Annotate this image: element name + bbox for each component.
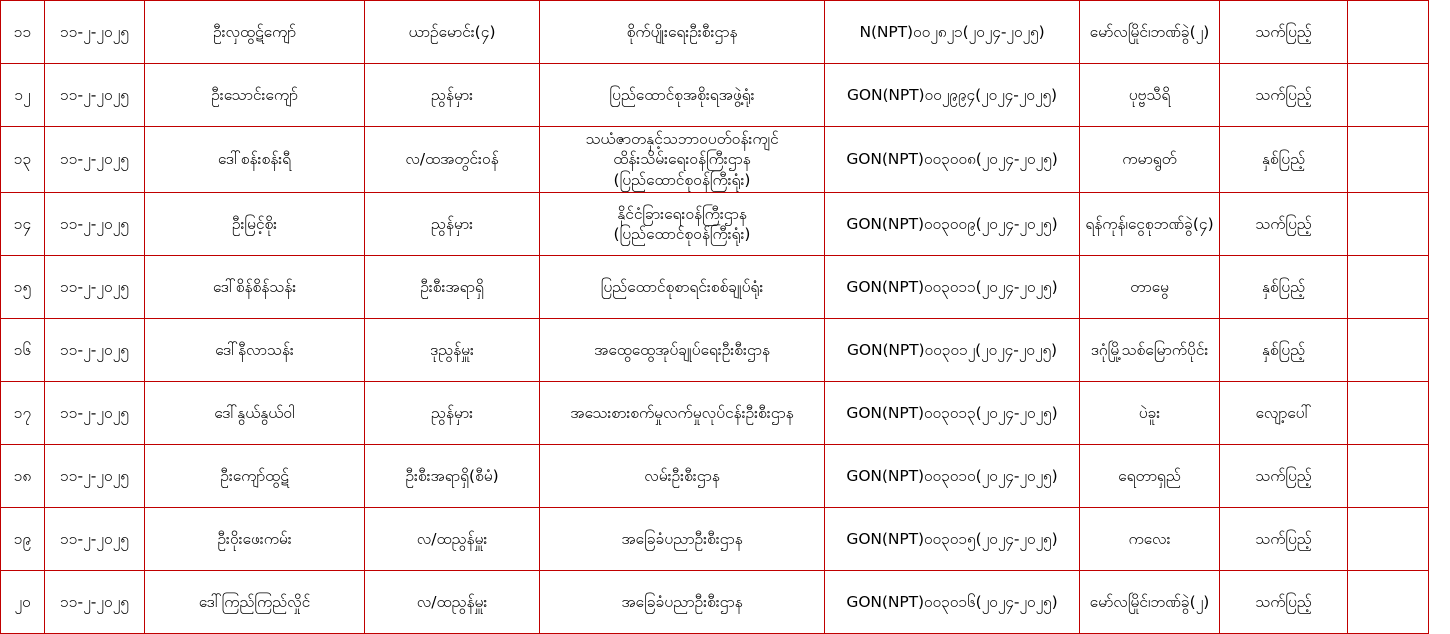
cell-rank: ညွန်မှား bbox=[365, 64, 540, 127]
place-line-1: မော်လမြိုင်၊ bbox=[1089, 593, 1151, 612]
table-row bbox=[1, 508, 1429, 571]
cell-trailing-spacer bbox=[1348, 256, 1429, 319]
cell-trailing-spacer bbox=[1348, 193, 1429, 256]
place-line-1: ရေတာရှည် bbox=[1118, 467, 1181, 486]
place-line-1: မော်လမြိုင်၊ bbox=[1089, 22, 1151, 41]
cell-person-name: ဦးသောင်းကျော် bbox=[145, 64, 365, 127]
cell-place bbox=[1080, 319, 1220, 382]
cell-rank: လ/ထညွန်မှူး bbox=[365, 571, 540, 634]
cell-date: ၁၁-၂-၂၀၂၅ bbox=[45, 445, 145, 508]
table-row bbox=[1, 256, 1429, 319]
cell-person-name: ဒေါ်စန်းစန်းရီ bbox=[145, 127, 365, 193]
cell-reference-number: GON(NPT)၀၀၃၀၁၆(၂၀၂၄-၂၀၂၅) bbox=[825, 571, 1080, 634]
cell-trailing-spacer bbox=[1348, 64, 1429, 127]
place-line-1: ရန်ကုန်၊ငွေစု bbox=[1085, 215, 1154, 234]
place-line-1: ဒဂုံမြို့သစ် bbox=[1090, 341, 1146, 360]
table-row bbox=[1, 382, 1429, 445]
cell-department bbox=[540, 127, 825, 193]
cell-person-name: ဦးမြင့်စိုး bbox=[145, 193, 365, 256]
cell-status: နှစ်ပြည့် bbox=[1220, 256, 1348, 319]
cell-place bbox=[1080, 256, 1220, 319]
cell-person-name: ဒေါ်နွယ်နွယ်ဝါ bbox=[145, 382, 365, 445]
place-line-1: ပုဗ္ဗသီရိ bbox=[1128, 85, 1171, 104]
cell-serial-number: ၁၉ bbox=[1, 508, 45, 571]
cell-rank: ယာဉ်မောင်း(၄) bbox=[365, 1, 540, 64]
table-row bbox=[1, 319, 1429, 382]
cell-date: ၁၁-၂-၂၀၂၅ bbox=[45, 382, 145, 445]
cell-department bbox=[540, 571, 825, 634]
cell-serial-number: ၁၅ bbox=[1, 256, 45, 319]
place-line-2: ဘဏ်ခွဲ(၄) bbox=[1153, 215, 1214, 234]
cell-trailing-spacer bbox=[1348, 508, 1429, 571]
cell-serial-number: ၁၆ bbox=[1, 319, 45, 382]
cell-place bbox=[1080, 508, 1220, 571]
place-line-2: ဘဏ်ခွဲ(၂) bbox=[1150, 22, 1210, 41]
cell-rank: ညွန်မှား bbox=[365, 193, 540, 256]
cell-place bbox=[1080, 445, 1220, 508]
cell-reference-number: GON(NPT)၀၀၃၀၁၁(၂၀၂၄-၂၀၂၅) bbox=[825, 256, 1080, 319]
cell-department bbox=[540, 319, 825, 382]
department-line-1: လမ်းဦးစီးဌာန bbox=[644, 467, 720, 486]
cell-serial-number: ၁၈ bbox=[1, 445, 45, 508]
place-line-1: ကမာရွတ် bbox=[1122, 150, 1177, 169]
place-line-1: ကလေး bbox=[1128, 530, 1171, 549]
cell-trailing-spacer bbox=[1348, 1, 1429, 64]
cell-person-name: ဦးလှထွဋ်ကျော် bbox=[145, 1, 365, 64]
cell-reference-number: GON(NPT)၀၀၃၀၁၂(၂၀၂၄-၂၀၂၅) bbox=[825, 319, 1080, 382]
cell-status: သက်ပြည့် bbox=[1220, 508, 1348, 571]
cell-person-name: ဦးကျော်ထွဋ် bbox=[145, 445, 365, 508]
department-line-3: (ပြည်ထောင်စုဝန်ကြီးရုံး) bbox=[613, 170, 751, 189]
cell-status: နှစ်ပြည့် bbox=[1220, 127, 1348, 193]
cell-serial-number: ၁၇ bbox=[1, 382, 45, 445]
cell-reference-number: GON(NPT)၀၀၃၀၁၀(၂၀၂၄-၂၀၂၅) bbox=[825, 445, 1080, 508]
cell-status: လျော့ပေါ် bbox=[1220, 382, 1348, 445]
cell-rank: လ/ထညွန်မှူး bbox=[365, 508, 540, 571]
cell-department bbox=[540, 508, 825, 571]
department-line-1: အသေးစားစက်မှုလက်မှုလုပ်ငန်းဦးစီးဌာန bbox=[570, 404, 794, 423]
cell-trailing-spacer bbox=[1348, 382, 1429, 445]
cell-date: ၁၁-၂-၂၀၂၅ bbox=[45, 193, 145, 256]
cell-date: ၁၁-၂-၂၀၂၅ bbox=[45, 319, 145, 382]
cell-department bbox=[540, 193, 825, 256]
department-line-1: ပြည်ထောင်စုအစိုးရအဖွဲ့ရုံး bbox=[609, 85, 755, 104]
cell-date: ၁၁-၂-၂၀၂၅ bbox=[45, 1, 145, 64]
cell-serial-number: ၁၁ bbox=[1, 1, 45, 64]
cell-serial-number: ၁၃ bbox=[1, 127, 45, 193]
cell-serial-number: ၁၄ bbox=[1, 193, 45, 256]
place-line-2: မြောက်ပိုင်း bbox=[1145, 341, 1209, 360]
cell-reference-number: GON(NPT)၀၀၃၀၀၉(၂၀၂၄-၂၀၂၅) bbox=[825, 193, 1080, 256]
cell-person-name: ဒေါ်စိန်စိန်သန်း bbox=[145, 256, 365, 319]
table-body bbox=[1, 1, 1429, 634]
cell-department bbox=[540, 382, 825, 445]
department-line-1: စိုက်ပျိုးရေးဦးစီးဌာန bbox=[626, 22, 738, 41]
department-line-1: သယံဇာတနှင့်သဘာဝပတ်ဝန်းကျင် bbox=[585, 130, 779, 148]
cell-department bbox=[540, 1, 825, 64]
cell-date: ၁၁-၂-၂၀၂၅ bbox=[45, 64, 145, 127]
cell-trailing-spacer bbox=[1348, 127, 1429, 193]
table-row bbox=[1, 1, 1429, 64]
cell-department bbox=[540, 64, 825, 127]
cell-date: ၁၁-၂-၂၀၂၅ bbox=[45, 571, 145, 634]
department-line-1: အခြေခံပညာဦးစီးဌာန bbox=[621, 530, 743, 549]
cell-reference-number: GON(NPT)၀၀၂၉၉၄(၂၀၂၄-၂၀၂၅) bbox=[825, 64, 1080, 127]
cell-date: ၁၁-၂-၂၀၂၅ bbox=[45, 256, 145, 319]
cell-department bbox=[540, 445, 825, 508]
cell-trailing-spacer bbox=[1348, 319, 1429, 382]
cell-serial-number: ၁၂ bbox=[1, 64, 45, 127]
cell-rank: လ/ထအတွင်းဝန် bbox=[365, 127, 540, 193]
department-line-2: (ပြည်ထောင်စုဝန်ကြီးရုံး) bbox=[613, 225, 751, 244]
cell-status: သက်ပြည့် bbox=[1220, 1, 1348, 64]
cell-place bbox=[1080, 64, 1220, 127]
cell-status: သက်ပြည့် bbox=[1220, 64, 1348, 127]
cell-date: ၁၁-၂-၂၀၂၅ bbox=[45, 127, 145, 193]
cell-status: နှစ်ပြည့် bbox=[1220, 319, 1348, 382]
cell-reference-number: N(NPT)၀၀၂၈၂၁(၂၀၂၄-၂၀၂၅) bbox=[825, 1, 1080, 64]
place-line-1: တာမွေ bbox=[1130, 278, 1169, 297]
cell-rank: ညွန်မှား bbox=[365, 382, 540, 445]
cell-status: သက်ပြည့် bbox=[1220, 571, 1348, 634]
cell-rank: ဦးစီးအရာရှိ bbox=[365, 256, 540, 319]
table-row bbox=[1, 64, 1429, 127]
cell-rank: ဦးစီးအရာရှိ(စီမံ) bbox=[365, 445, 540, 508]
cell-serial-number: ၂၀ bbox=[1, 571, 45, 634]
cell-date: ၁၁-၂-၂၀၂၅ bbox=[45, 508, 145, 571]
cell-department bbox=[540, 256, 825, 319]
cell-trailing-spacer bbox=[1348, 445, 1429, 508]
cell-place bbox=[1080, 127, 1220, 193]
cell-reference-number: GON(NPT)၀၀၃၀၁၃(၂၀၂၄-၂၀၂၅) bbox=[825, 382, 1080, 445]
department-line-1: အခြေခံပညာဦးစီးဌာန bbox=[621, 593, 743, 612]
cell-status: သက်ပြည့် bbox=[1220, 445, 1348, 508]
table-row bbox=[1, 193, 1429, 256]
cell-person-name: ဦးဝိုးဖေးကမ်း bbox=[145, 508, 365, 571]
place-line-2: ဘဏ်ခွဲ(၂) bbox=[1150, 593, 1210, 612]
department-line-1: အထွေထွေအုပ်ချုပ်ရေးဦးစီးဌာန bbox=[594, 341, 770, 360]
cell-trailing-spacer bbox=[1348, 571, 1429, 634]
table-row bbox=[1, 571, 1429, 634]
table-row bbox=[1, 445, 1429, 508]
cell-place bbox=[1080, 571, 1220, 634]
department-line-2: ထိန်းသိမ်းရေးဝန်ကြီးဌာန bbox=[613, 150, 751, 169]
cell-reference-number: GON(NPT)၀၀၃၀၀၈(၂၀၂၄-၂၀၂၅) bbox=[825, 127, 1080, 193]
cell-person-name: ဒေါ်နီလာသန်း bbox=[145, 319, 365, 382]
cell-rank: ဒုညွန်မှူး bbox=[365, 319, 540, 382]
cell-person-name: ဒေါ်ကြည်ကြည်လှိုင် bbox=[145, 571, 365, 634]
cell-place bbox=[1080, 193, 1220, 256]
cell-status: သက်ပြည့် bbox=[1220, 193, 1348, 256]
cell-place bbox=[1080, 382, 1220, 445]
cell-place bbox=[1080, 1, 1220, 64]
table-row bbox=[1, 127, 1429, 193]
place-line-1: ပဲခူး bbox=[1138, 404, 1161, 423]
department-line-1: နိုင်ငံခြားရေးဝန်ကြီးဌာန bbox=[617, 204, 747, 223]
department-line-1: ပြည်ထောင်စုစာရင်းစစ်ချုပ်ရုံး bbox=[600, 278, 764, 297]
cell-reference-number: GON(NPT)၀၀၃၀၁၅(၂၀၂၄-၂၀၂၅) bbox=[825, 508, 1080, 571]
